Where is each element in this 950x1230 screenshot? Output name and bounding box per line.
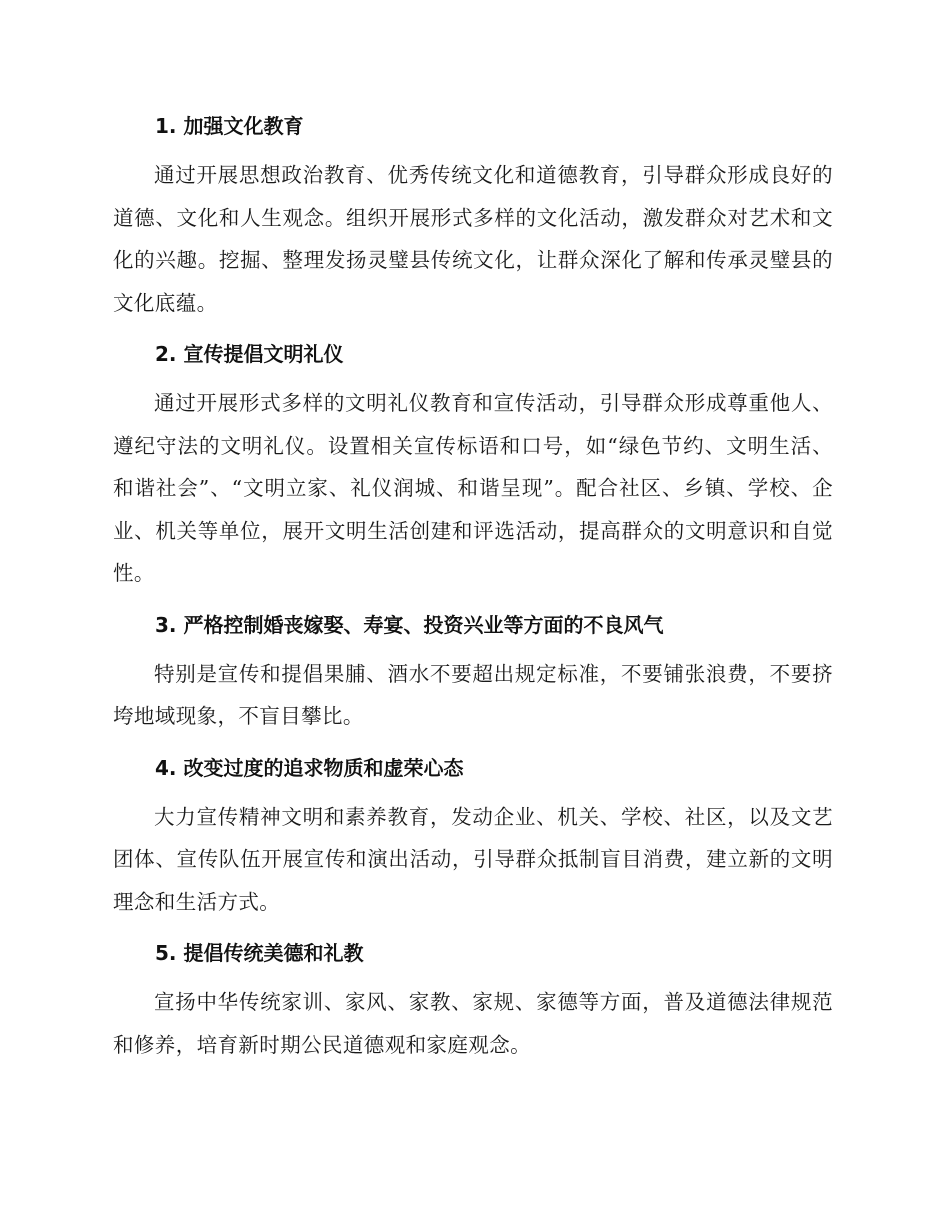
section-4 [113, 746, 833, 924]
section-paragraph: 大力宣传精神文明和素养教育，发动企业、机关、学校、社区，以及文艺团体、宣传队伍开展宣传和演出活动，引导群众抵制盲目消费，建立新的文明理念和生活方式。 [113, 804, 833, 914]
section-heading: 1. 加强文化教育 [155, 114, 304, 138]
section-1 [113, 104, 833, 324]
section-paragraph: 特别是宣传和提倡果脯、酒水不要超出规定标准，不要铺张浪费，不要挤垮地域现象，不盲目攀比。 [113, 661, 833, 728]
section-2 [113, 332, 833, 595]
section-heading: 5. 提倡传统美德和礼教 [155, 941, 364, 965]
section-heading: 4. 改变过度的追求物质和虚荣心态 [155, 755, 464, 780]
section-paragraph: 通过开展思想政治教育、优秀传统文化和道德教育，引导群众形成良好的道德、文化和人生观念。组织开展形式多样的文化活动，激发群众对艺术和文化的兴趣。挖掘、整理发扬灵璧县传统文化，让群众深化了解和传承灵璧县的文化底蕴。 [113, 163, 833, 315]
document-page [113, 104, 833, 1074]
section-paragraph: 宣扬中华传统家训、家风、家教、家规、家德等方面，普及道德法律规范和修养，培育新时期公民道德观和家庭观念。 [113, 990, 833, 1057]
section-heading: 2. 宣传提倡文明礼仪 [155, 342, 344, 366]
section-3 [113, 603, 833, 738]
section-paragraph: 通过开展形式多样的文明礼仪教育和宣传活动，引导群众形成尊重他人、遵纪守法的文明礼仪。设置相关宣传标语和口号，如“绿色节约、文明生活、和谐社会”、“文明立家、礼仪润城、和谐呈现”。配合社区、乡镇、学校、企业、机关等单位，展开文明生活创建和评选活动，提高群众的文明意识和自觉性。 [113, 391, 833, 585]
section-heading: 3. 严格控制婚丧嫁娶、寿宴、投资兴业等方面的不良风气 [155, 612, 664, 637]
section-5 [113, 931, 833, 1066]
